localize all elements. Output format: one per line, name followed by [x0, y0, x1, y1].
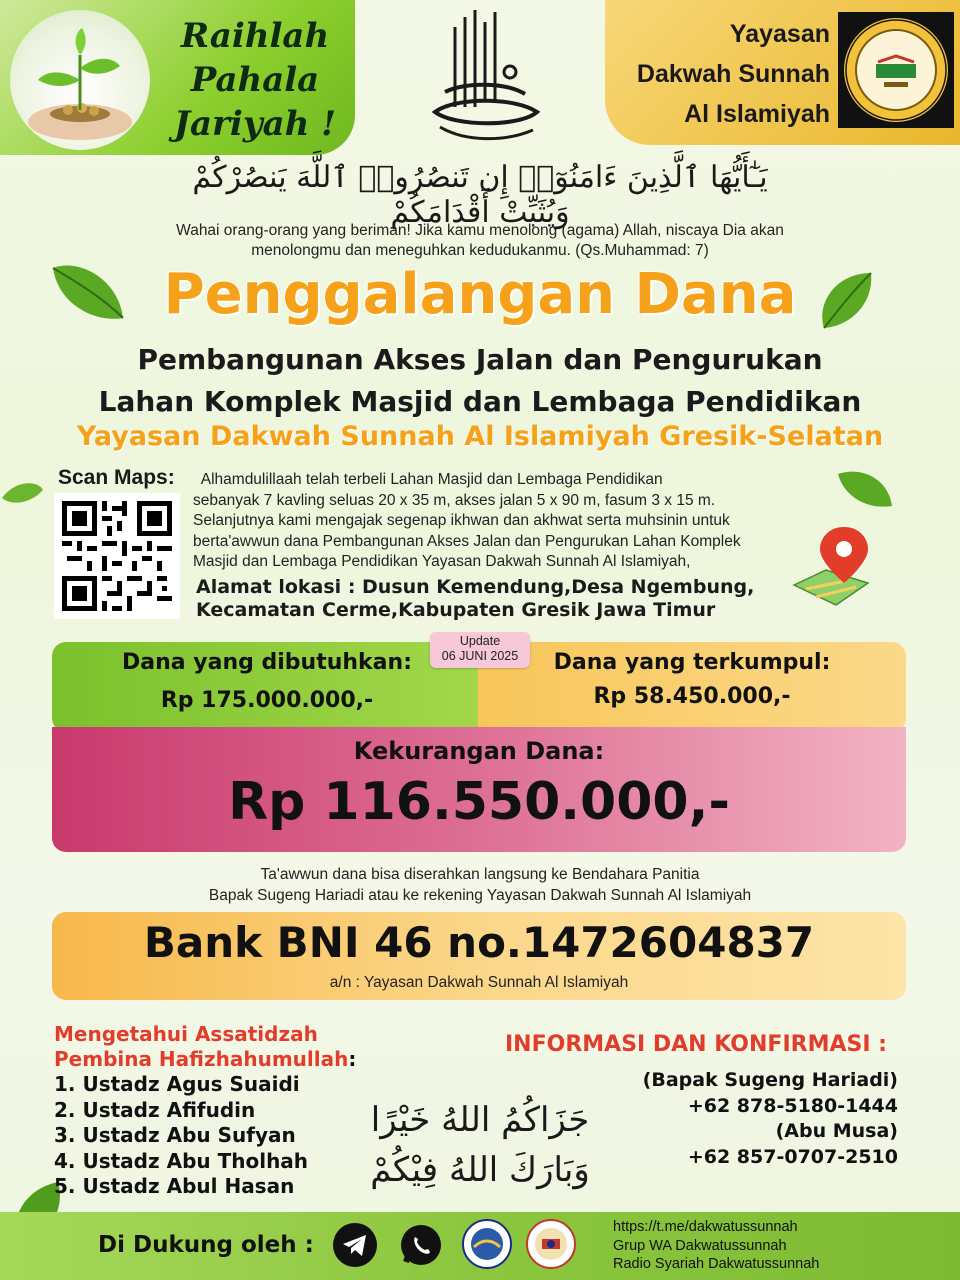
yayasan-seal-logo-icon [838, 12, 954, 128]
subtitle-line-1: Pembangunan Akses Jalan dan Pengurukan [137, 343, 823, 376]
whatsapp-group-link[interactable]: Grup WA Dakwatussunnah [613, 1237, 787, 1254]
tl-line-1: Raihlah [180, 16, 330, 56]
funds-shortfall-value: Rp 116.550.000,- [228, 772, 730, 832]
telegram-link[interactable]: https://t.me/dakwatussunnah [613, 1219, 798, 1235]
qr-code-icon [62, 501, 172, 611]
map-location-pin-icon [786, 525, 876, 615]
radio-logo-icon[interactable] [462, 1219, 512, 1269]
supervisors-heading [54, 1022, 356, 1072]
maps-qr-code[interactable] [54, 493, 180, 619]
jazakallah-calligraphy [360, 1095, 600, 1195]
description-line: Masjid dan Lembaga Pendidikan Yayasan Dakwah Sunnah Al Islamiyah, [193, 553, 691, 570]
quran-verse-arabic: يَـٰٓأَيُّهَا ٱلَّذِينَ ءَامَنُوٓا۟ إِن تَنصُرُوا۟ ٱللَّهَ يَنصُرْكُمْ وَيُثَبِّتْ أَقْدَامَكُمْ [192, 160, 768, 230]
update-label: Update [459, 634, 501, 648]
funds-collected-label: Dana yang terkumpul: [553, 650, 831, 675]
footer-links [613, 1218, 953, 1274]
location-address [196, 576, 796, 622]
description-line: Selanjutnya kami mengajak segenap ikhwan dan akhwat serta muhsinin untuk [193, 512, 730, 529]
translation-line-2: menolongmu dan meneguhkan kedudukanmu. (Qs.Muhammad: 7) [251, 242, 709, 259]
transfer-line-2: Bapak Sugeng Hariadi atau ke rekening Yayasan Dakwah Sunnah Al Islamiyah [208, 887, 752, 904]
description-line: berta'awwun dana Pembangunan Akses Jalan dan Pengurukan Lahan Komplek [193, 532, 741, 550]
page-title: Penggalangan Dana [163, 262, 797, 327]
telegram-icon[interactable] [332, 1222, 378, 1268]
supported-by-label: Di Dukung oleh : [98, 1232, 314, 1258]
tl-line-2: Pahala [190, 60, 320, 100]
tl-line-3: Jariyah ! [173, 104, 337, 144]
list-item: 4. Ustadz Abu Tholhah [54, 1148, 309, 1173]
radio-link[interactable]: Radio Syariah Dakwatussunnah [613, 1256, 820, 1272]
leaf-decoration-icon [836, 466, 894, 512]
supervisors-list [54, 1072, 308, 1200]
scan-maps-label: Scan Maps: [58, 466, 175, 489]
update-date: 06 JUNI 2025 [441, 649, 519, 663]
list-item: 3. Ustadz Abu Sufyan [54, 1123, 296, 1147]
supervisors-heading-line-2: Pembina Hafizhahumullah [54, 1047, 349, 1071]
list-item: 5. Ustadz Abul Hasan [54, 1174, 295, 1198]
foundation-name [605, 14, 830, 134]
plant-in-hands-image [10, 10, 150, 150]
raihlah-pahala-jariyah-text [160, 14, 350, 146]
update-date-badge [430, 632, 530, 668]
funds-needed-label: Dana yang dibutuhkan: [121, 650, 412, 675]
contact-phone[interactable]: +62 857-0707-2510 [687, 1145, 898, 1168]
address-line-1: Alamat lokasi : Dusun Kemendung,Desa Ngembung, [196, 576, 755, 598]
organization-logo-icon[interactable] [526, 1219, 576, 1269]
whatsapp-icon[interactable] [398, 1222, 444, 1268]
funds-needed-panel [52, 642, 482, 732]
supervisors-heading-colon: : [348, 1047, 357, 1071]
foundation-line-1: Yayasan [729, 20, 830, 48]
description-line: sebanyak 7 kavling seluas 20 x 35 m, akses jalan 5 x 90 m, fasum 3 x 15 m. [193, 491, 716, 509]
contact-name: (Abu Musa) [775, 1120, 898, 1142]
foundation-line-2: Dakwah Sunnah [636, 60, 830, 88]
subtitle-line-2: Lahan Komplek Masjid dan Lembaga Pendidikan [98, 385, 862, 418]
supervisors-heading-line-1: Mengetahui Assatidzah [54, 1022, 318, 1046]
info-heading: INFORMASI DAN KONFIRMASI : [505, 1032, 887, 1057]
bank-account-number[interactable]: Bank BNI 46 no.1472604837 [143, 918, 815, 967]
subtitle-foundation: Yayasan Dakwah Sunnah Al Islamiyah Gresik-Selatan [76, 421, 884, 452]
address-line-2: Kecamatan Cerme,Kabupaten Gresik Jawa Timur [196, 599, 716, 621]
translation-line-1: Wahai orang-orang yang beriman! Jika kamu menolong (agama) Allah, niscaya Dia akan [176, 222, 784, 239]
leaf-decoration-icon [0, 478, 45, 508]
foundation-line-3: Al Islamiyah [684, 100, 830, 128]
list-item: 1. Ustadz Agus Suaidi [54, 1072, 300, 1096]
bank-account-holder: a/n : Yayasan Dakwah Sunnah Al Islamiyah [329, 974, 629, 991]
list-item: 2. Ustadz Afifudin [54, 1097, 256, 1122]
contact-name: (Bapak Sugeng Hariadi) [642, 1069, 898, 1091]
fundraising-description [193, 470, 793, 573]
funds-collected-value: Rp 58.450.000,- [593, 684, 791, 709]
transfer-line-1: Ta'awwun dana bisa diserahkan langsung ke Bendahara Panitia [260, 866, 700, 883]
contact-phone[interactable]: +62 878-5180-1444 [687, 1094, 898, 1117]
transfer-instructions [100, 864, 860, 906]
funds-collected-panel [478, 642, 906, 732]
quran-verse-translation [120, 221, 840, 261]
basmalah-calligraphy-icon [425, 2, 545, 152]
jazakallah-line-2: وَبَارَكَ اللهُ فِيْكُمْ [370, 1150, 590, 1190]
jazakallah-line-1: جَزَاكُمُ اللهُ خَيْرًا [370, 1100, 590, 1140]
contact-list [600, 1068, 898, 1170]
funds-needed-value: Rp 175.000.000,- [160, 688, 374, 713]
description-line: Alhamdulillaah telah terbeli Lahan Masjid dan Lembaga Pendidikan [193, 471, 663, 488]
funds-shortfall-label: Kekurangan Dana: [353, 737, 605, 765]
